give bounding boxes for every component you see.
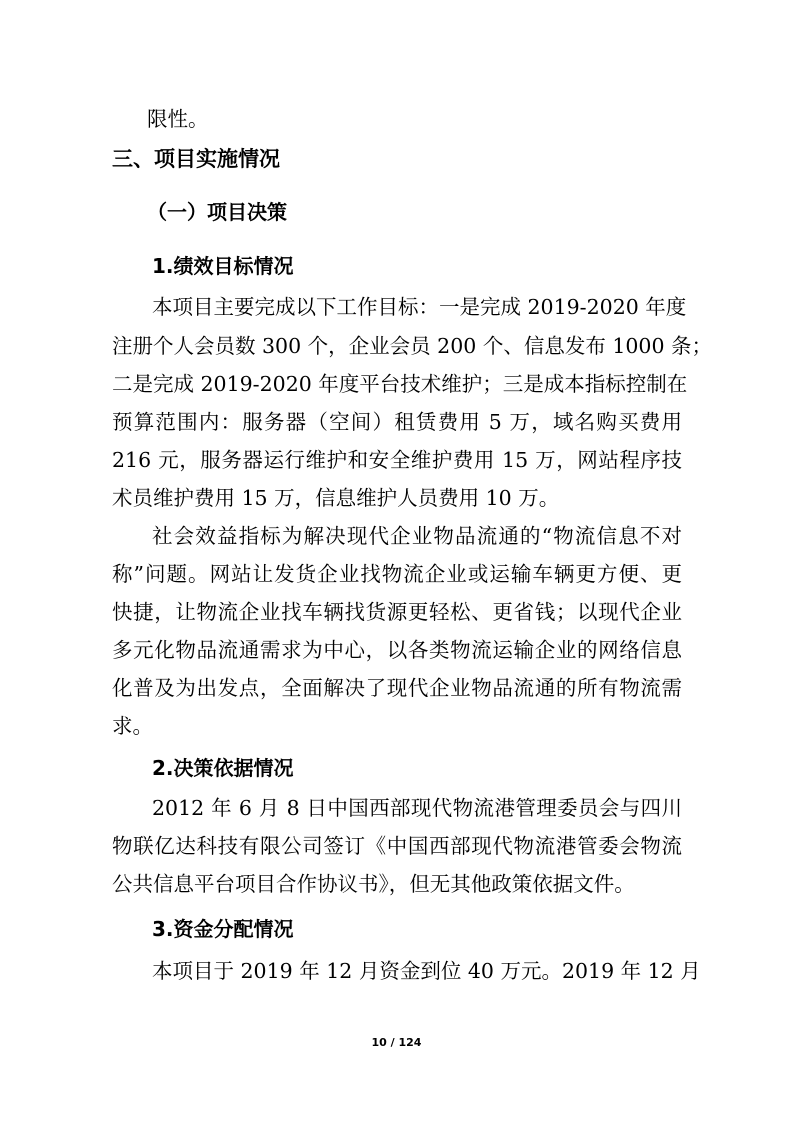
text-line: 术员维护费用 15 万，信息维护人员费用 10 万。 [112,486,560,510]
text-line: 称”问题。网站让发货企业找物流企业或运输车辆更方便、更 [112,562,682,586]
item-heading-2: 2.决策依据情况 [152,756,294,780]
section-heading: 三、项目实施情况 [112,147,280,171]
text-line: 注册个人会员数 300 个，企业会员 200 个、信息发布 1000 条； [112,334,713,358]
subsection-heading: （一）项目决策 [147,200,287,224]
text-line: 快捷，让物流企业找车辆找货源更轻松、更省钱；以现代企业 [112,600,682,624]
text-line: 本项目主要完成以下工作目标：一是完成 2019-2020 年度 [152,295,687,319]
text-line: 限性。 [147,107,209,131]
text-line: 物联亿达科技有限公司签订《中国西部现代物流港管委会物流 [112,834,682,858]
text-line: 2012 年 6 月 8 日中国西部现代物流港管理委员会与四川 [152,796,682,820]
item-heading-3: 3.资金分配情况 [152,917,294,941]
item-heading-1: 1.绩效目标情况 [152,254,294,278]
text-line: 公共信息平台项目合作协议书》，但无其他政策依据文件。 [112,872,635,896]
text-line: 社会效益指标为解决现代企业物品流通的“物流信息不对 [152,524,682,548]
text-line: 本项目于 2019 年 12 月资金到位 40 万元。2019 年 12 月 [152,959,701,983]
text-line: 二是完成 2019-2020 年度平台技术维护；三是成本指标控制在 [112,372,688,396]
page-number: 10 / 124 [371,1036,422,1049]
text-line: 求。 [112,714,153,738]
text-line: 多元化物品流通需求为中心，以各类物流运输企业的网络信息 [112,638,682,662]
text-line: 216 元，服务器运行维护和安全维护费用 15 万，网站程序技 [112,448,682,472]
text-line: 化普及为出发点，全面解决了现代企业物品流通的所有物流需 [112,676,682,700]
text-line: 预算范围内：服务器（空间）租赁费用 5 万，域名购买费用 [112,410,682,434]
